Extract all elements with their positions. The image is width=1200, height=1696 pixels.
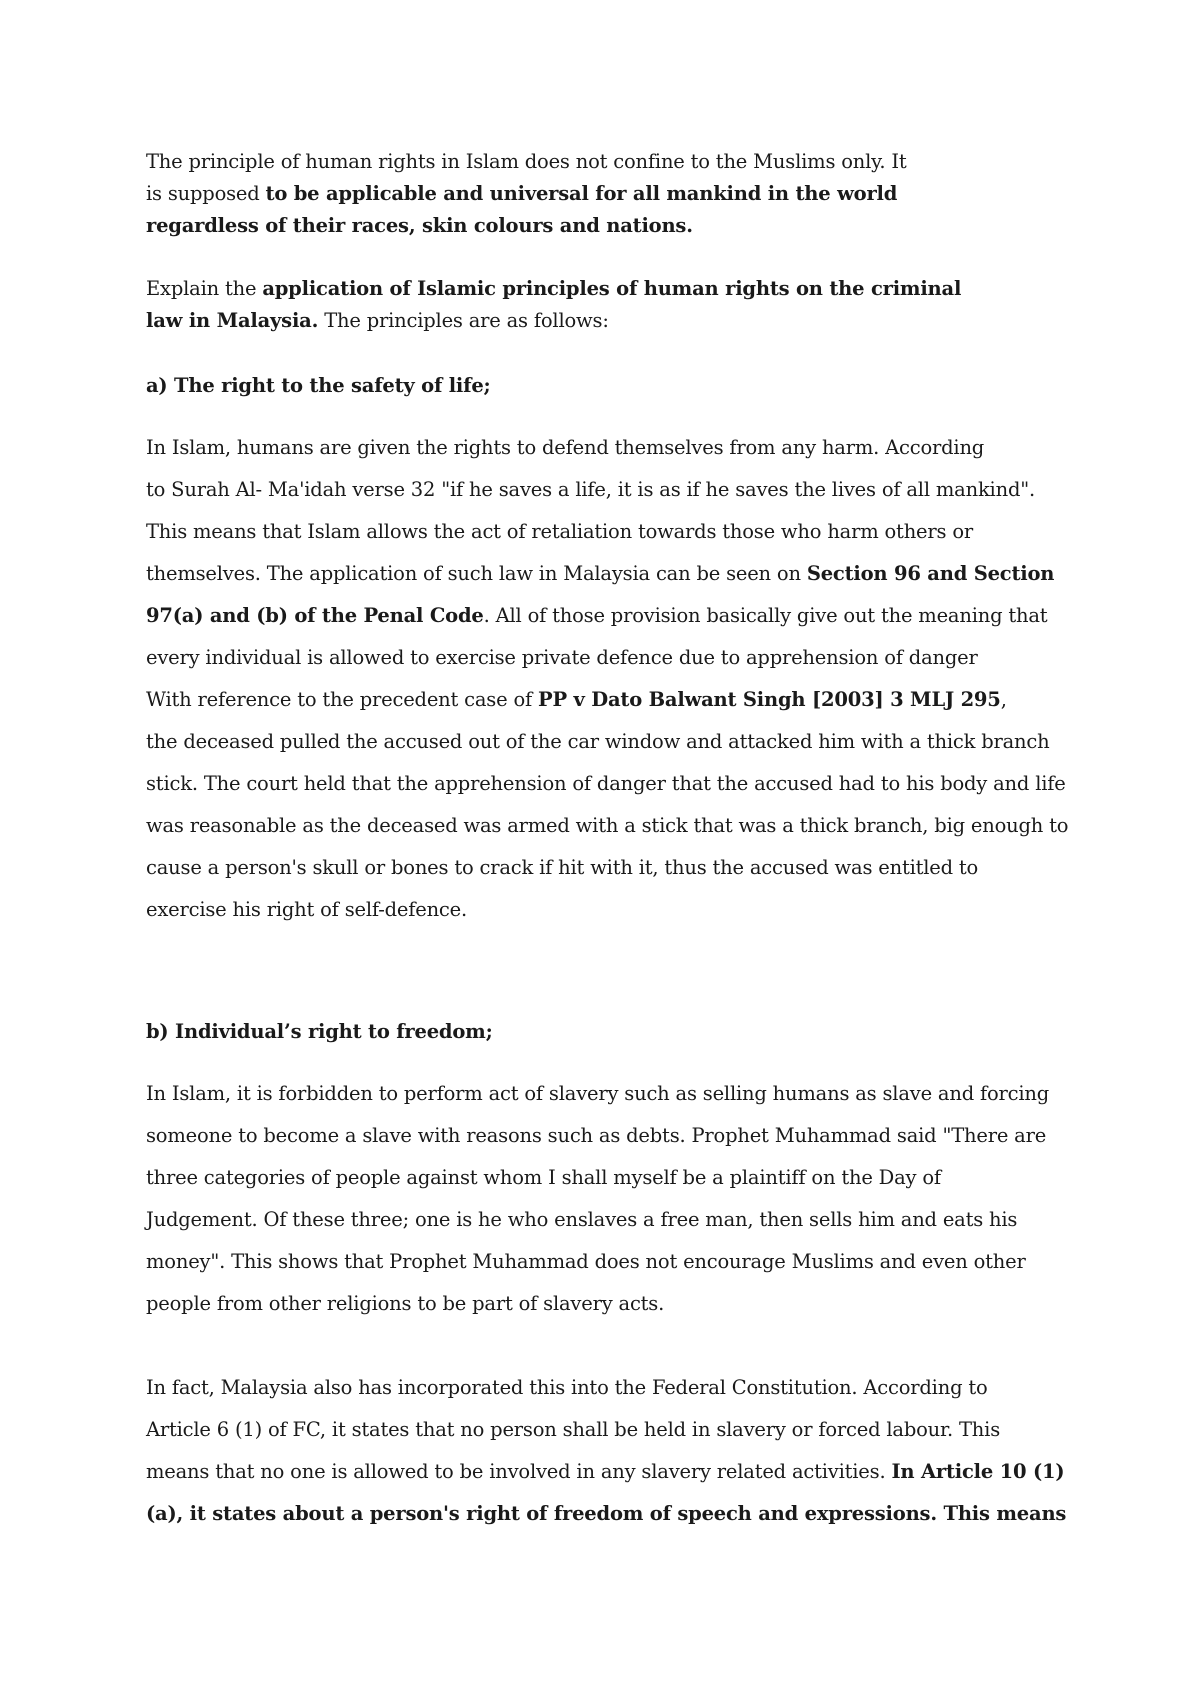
case-citation: PP v Dato Balwant Singh [2003] 3 MLJ 295 <box>538 688 1001 711</box>
intro-line-1: The principle of human rights in Islam does not confine to the Muslims only. It <box>146 150 907 173</box>
section-b-line: (a), it states about a person's right of freedom of speech and expressions. This means <box>146 1502 1067 1525</box>
intro-paragraph <box>146 146 1076 242</box>
intro-line-3: regardless of their races, skin colours and nations. <box>146 214 693 237</box>
section-a-line: In Islam, humans are given the rights to defend themselves from any harm. According <box>146 436 985 459</box>
section-b-line-text: means that no one is allowed to be involved in any slavery related activities. <box>146 1460 892 1483</box>
section-a-line <box>146 595 1076 637</box>
section-b-line <box>146 1451 1076 1493</box>
section-b-line: someone to become a slave with reasons such as debts. Prophet Muhammad said "There are <box>146 1124 1047 1147</box>
section-a-line-text: themselves. The application of such law in Malaysia can be seen on <box>146 562 807 585</box>
section-b-line: Article 6 (1) of FC, it states that no person shall be held in slavery or forced labour. This <box>146 1418 1000 1441</box>
section-a-body <box>146 427 1076 931</box>
section-b-paragraph-1 <box>146 1073 1076 1325</box>
section-a-line <box>146 553 1076 595</box>
section-b-line: three categories of people against whom I shall myself be a plaintiff on the Day of <box>146 1166 941 1189</box>
section-a-line: every individual is allowed to exercise private defence due to apprehension of danger <box>146 646 978 669</box>
section-b-line: In fact, Malaysia also has incorporated this into the Federal Constitution. According to <box>146 1376 988 1399</box>
section-a-line: stick. The court held that the apprehension of danger that the accused had to his body and life <box>146 772 1066 795</box>
task-line-1-bold: application of Islamic principles of human rights on the criminal <box>262 277 962 300</box>
section-b-line: people from other religions to be part of slavery acts. <box>146 1292 665 1315</box>
section-a-line-text: , <box>1000 688 1007 711</box>
article-citation: In Article 10 (1) <box>891 1460 1065 1483</box>
section-a-citation: Section 96 and Section <box>806 562 1055 585</box>
section-b-heading: b) Individual’s right to freedom; <box>146 1020 493 1043</box>
section-a-line: was reasonable as the deceased was armed with a stick that was a thick branch, big enough to <box>146 814 1069 837</box>
section-a-line-text: With reference to the precedent case of <box>146 688 539 711</box>
intro-line-2-text: is supposed <box>146 182 266 205</box>
section-b-line: In Islam, it is forbidden to perform act of slavery such as selling humans as slave and forcing <box>146 1082 1050 1105</box>
section-a-line: exercise his right of self-defence. <box>146 898 467 921</box>
section-a-heading: a) The right to the safety of life; <box>146 374 491 397</box>
task-line-1-text: Explain the <box>146 277 263 300</box>
section-a-line: the deceased pulled the accused out of the car window and attacked him with a thick branch <box>146 730 1050 753</box>
task-line-2-bold: law in Malaysia. <box>146 309 319 332</box>
section-a-line: cause a person's skull or bones to crack if hit with it, thus the accused was entitled to <box>146 856 979 879</box>
section-b-paragraph-2 <box>146 1367 1076 1535</box>
intro-line-2-bold: to be applicable and universal for all mankind in the world <box>265 182 898 205</box>
task-line-2 <box>146 305 1076 337</box>
section-a-line: This means that Islam allows the act of retaliation towards those who harm others or <box>146 520 973 543</box>
task-line-2-text: The principles are as follows: <box>318 309 609 332</box>
section-a-line <box>146 679 1076 721</box>
section-b-line: money". This shows that Prophet Muhammad does not encourage Muslims and even other <box>146 1250 1026 1273</box>
intro-line-2 <box>146 178 1076 210</box>
section-a-line: to Surah Al- Ma'idah verse 32 "if he saves a life, it is as if he saves the lives of all mankind". <box>146 478 1036 501</box>
section-b-line: Judgement. Of these three; one is he who enslaves a free man, then sells him and eats his <box>146 1208 1018 1231</box>
task-paragraph <box>146 273 1076 337</box>
task-line-1 <box>146 273 1076 305</box>
section-a-citation: 97(a) and (b) of the Penal Code <box>146 604 484 627</box>
section-a-line-text: . All of those provision basically give out the meaning that <box>483 604 1048 627</box>
